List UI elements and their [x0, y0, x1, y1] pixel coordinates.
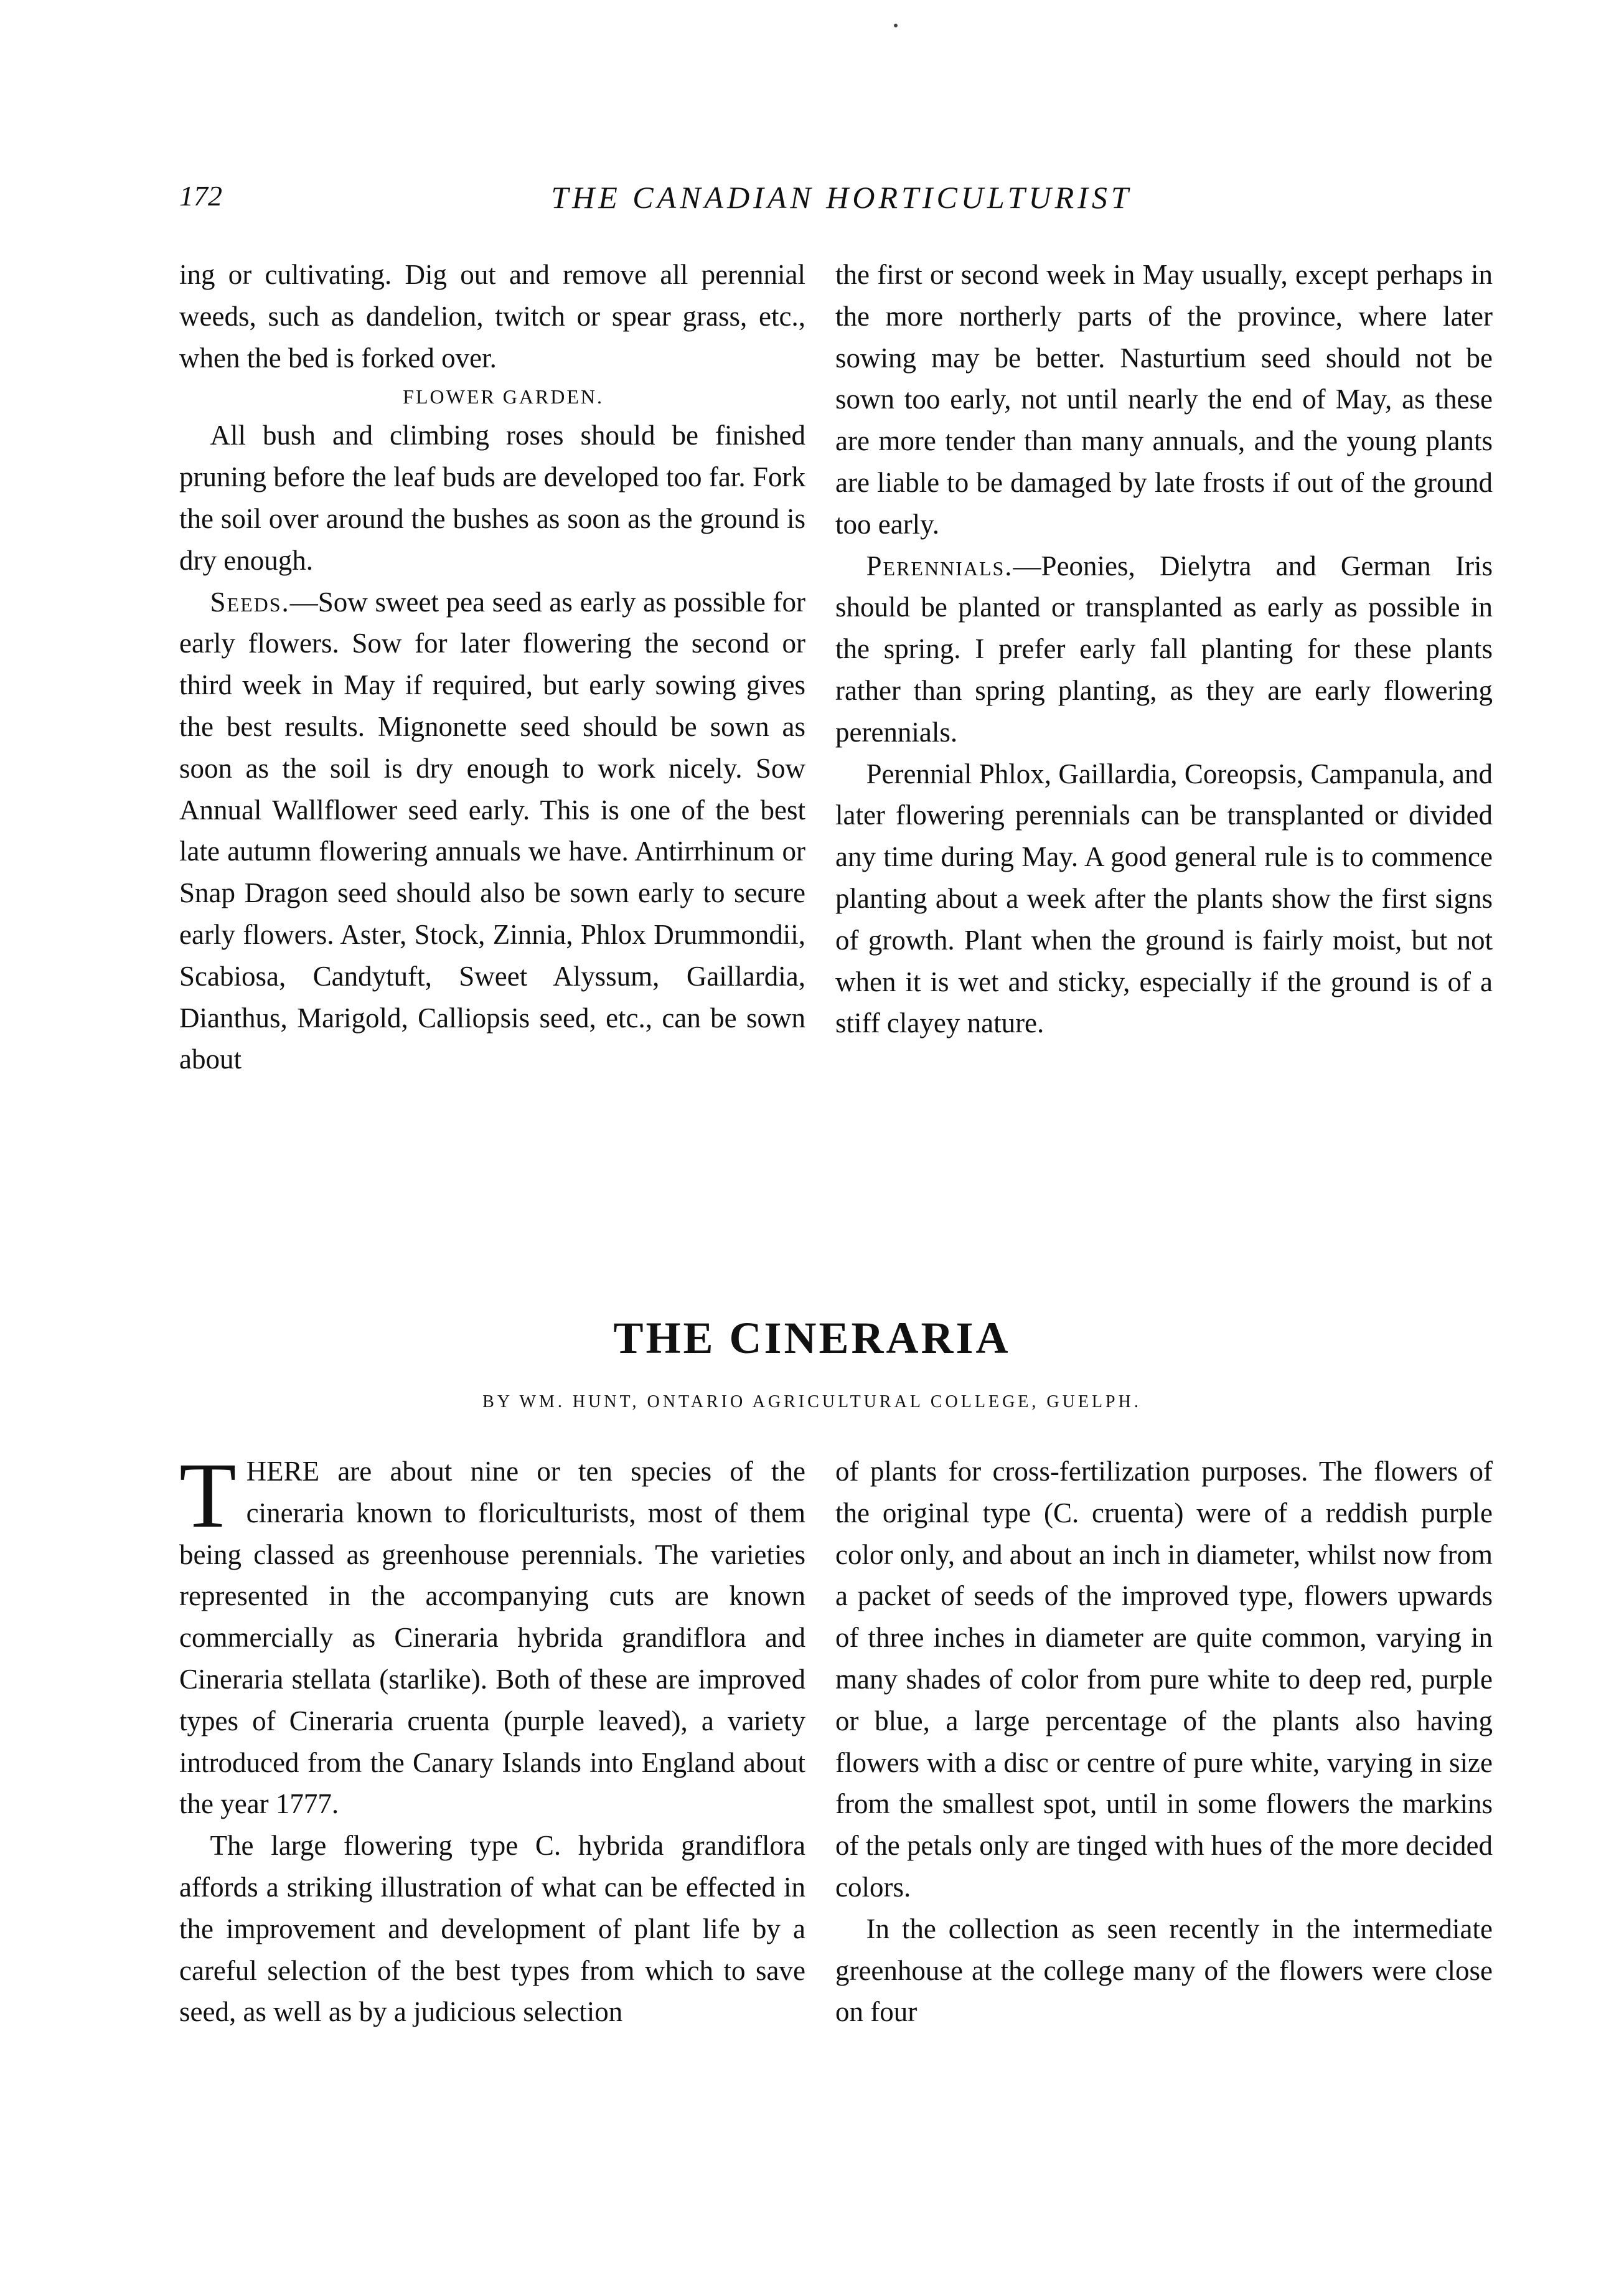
paragraph-perennials — [835, 545, 1493, 753]
paragraph-text: —Sow sweet pea seed as early as possible for early flowers. Sow for later flowering the second or third week in May if required, but early sowing gives the best results. Mignonette seed should be sown as soon as the soil is dry enough to work nicely. Sow Annual Wallflower seed early. This is one of the best late autumn flowering annuals we have. Antirrhinum or Snap Dragon seed should also be sown early to secure early flowers. Aster, Stock, Zinnia, Phlox Drummondii, Scabiosa, Candytuft, Sweet Alyssum, Gaillardia, Dianthus, Marigold, Calliopsis seed, etc., can be sown about — [179, 586, 805, 1075]
top-right-column — [835, 254, 1493, 1044]
page-number: 172 — [179, 180, 222, 212]
page-header — [179, 179, 1504, 223]
paragraph: Perennial Phlox, Gaillardia, Coreopsis, Campanula, and later flowering perennials can be transplanted or divided any time during May. A good general rule is to commence planting about a week after the plants show the first signs of growth. Plant when the ground is fairly moist, but not when it is wet and sticky, especially if the ground is of a stiff clayey nature. — [835, 758, 1493, 1039]
paragraph: In the collection as seen recently in the intermediate greenhouse at the college many of the flowers were close on four — [835, 1913, 1493, 2028]
running-title: THE CANADIAN HORTICULTURIST — [551, 180, 1132, 215]
paragraph-opening — [179, 1444, 805, 1825]
paragraph: ing or cultivating. Dig out and remove all perennial weeds, such as dandelion, twitch or spear grass, etc., when the bed is forked over. — [179, 259, 805, 374]
paragraph: All bush and climbing roses should be finished pruning before the leaf buds are developed too far. Fork the soil over around the bushes as soon as the ground is dry enough. — [179, 420, 805, 576]
drop-cap: T — [179, 1444, 237, 1547]
paragraph: the first or second week in May usually, except perhaps in the more northerly parts of the province, where later sowing may be better. Nasturtium seed should not be sown too early, not until nearly the end of May, as these are more tender than many annuals, and the young plants are liable to be damaged by late frosts if out of the ground too early. — [835, 259, 1493, 540]
paragraph: The large flowering type C. hybrida grandiflora affords a striking illustration of what can be effected in the improvement and development of plant life by a careful selection of the best types from which to save seed, as well as by a judicious selection — [179, 1830, 805, 2028]
article-right-column — [835, 1451, 1493, 2033]
article-title: THE CINERARIA — [613, 1313, 1011, 1363]
article-byline: BY WM. HUNT, ONTARIO AGRICULTURAL COLLEGE, GUELPH. — [482, 1392, 1142, 1411]
paragraph-seeds — [179, 582, 805, 1081]
paragraph-text: HERE are about nine or ten species of the cineraria known to floriculturists, most of them being classed as greenhouse perennials. The varieties represented in the accompanying cuts are known commercially as Cineraria hybrida grandiflora and Cineraria stellata (starlike). Both of these are improved types of Cineraria cruenta (purple leaved), a variety introduced from the Canary Islands into England about the year 1777. — [179, 1456, 805, 1820]
run-in-heading-seeds: Seeds. — [210, 586, 290, 618]
article-left-column — [179, 1444, 805, 2033]
paragraph: of plants for cross-fertilization purposes. The flowers of the original type (C. cruenta) were of a reddish purple color only, and about an inch in diameter, whilst now from a packet of seeds of the improved type, flowers upwards of three inches in diameter are quite common, varying in many shades of color from pure white to deep red, purple or blue, a large percentage of the plants also having flowers with a disc or centre of pure white, varying in size from the smallest spot, until in some flowers the markins of the petals only are tinged with hues of the more decided colors. — [835, 1456, 1493, 1903]
section-heading-flower-garden: FLOWER GARDEN. — [403, 385, 604, 408]
top-left-column — [179, 254, 805, 1080]
page-speck — [894, 24, 898, 27]
run-in-heading-perennials: Perennials. — [866, 550, 1013, 582]
paragraph-text: —Peonies, Dielytra and German Iris should be planted or transplanted as early as possible in the spring. I prefer early fall planting for these plants rather than spring planting, as they are early flowering perennials. — [835, 550, 1493, 748]
